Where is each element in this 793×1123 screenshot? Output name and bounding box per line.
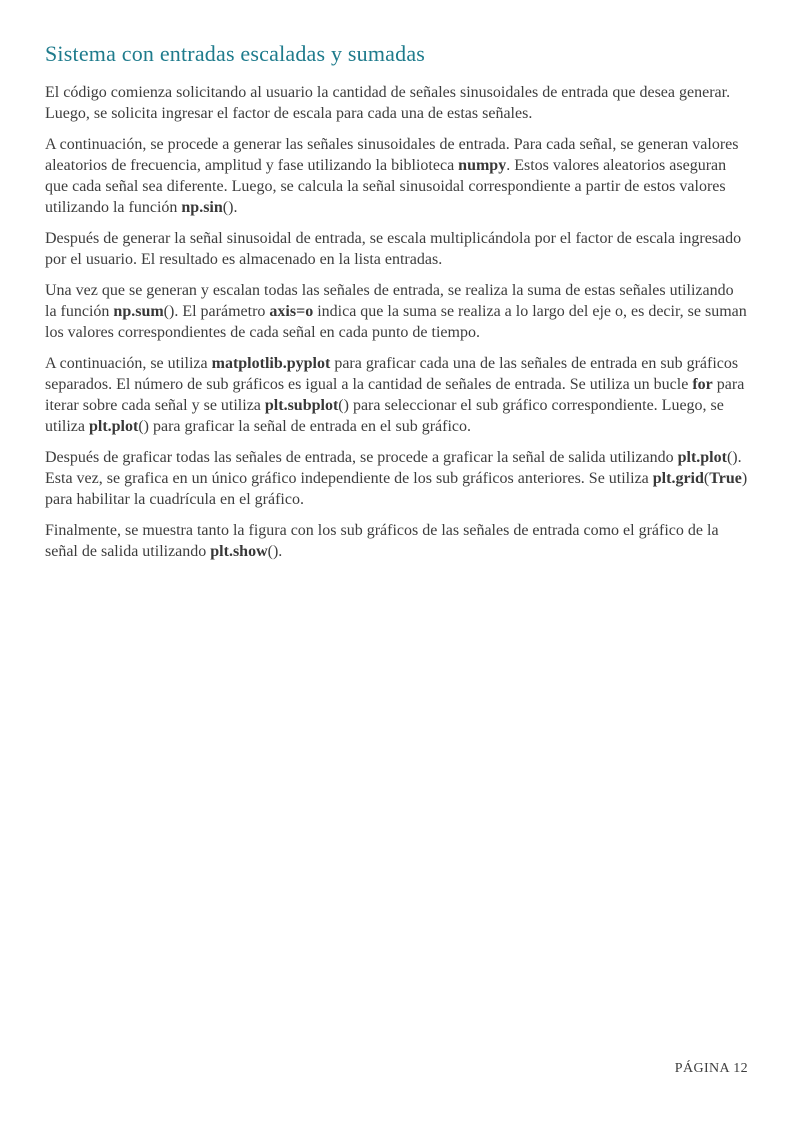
code-term: np.sum [113,303,164,320]
text-run: Finalmente, se muestra tanto la figura con los sub gráficos de las señales de entrada como el gráfico de la señal de salida utilizando [45,522,719,560]
text-run: A continuación, se utiliza [45,355,212,372]
code-term: plt.plot [88,418,139,435]
page-title: Sistema con entradas escaladas y sumadas [45,41,426,66]
code-term: matplotlib.pyplot [211,355,331,372]
code-term: for [692,376,713,393]
text-run: para iterar sobre cada señal y se utiliza [45,376,745,414]
code-term: True [709,470,742,487]
page-number-label: PÁGINA 12 [674,1061,748,1076]
code-term: plt.show [210,543,268,560]
text-run: (). [222,199,238,216]
text-run: (). El parámetro [163,303,270,320]
text-run: () para seleccionar el sub gráfico correspondiente. Luego, se utiliza [45,397,724,435]
text-run: (). [267,543,283,560]
text-run: Después de generar la señal sinusoidal de entrada, se escala multiplicándola por el factor de escala ingresado por el usuario. El resultado es almacenado en la lista entradas. [45,230,742,268]
paragraph [45,280,748,343]
code-term: plt.grid [652,470,704,487]
text-run: Después de graficar todas las señales de entrada, se procede a graficar la señal de salida utilizando [45,449,678,466]
code-term: axis=o [269,303,314,320]
code-term: np.sin [181,199,223,216]
code-term: numpy [458,157,507,174]
text-run: El código comienza solicitando al usuario la cantidad de señales sinusoidales de entrada que desea generar. Luego, se solicita ingresar el factor de escala para cada una de estas señales. [45,84,731,122]
body-paragraphs [45,82,748,562]
code-term: plt.subplot [264,397,339,414]
paragraph [45,520,748,562]
paragraph [45,82,748,124]
paragraph [45,228,748,270]
text-run: para graficar cada una de las señales de entrada en sub gráficos separados. El número de sub gráficos es igual a la cantidad de señales de entrada. Se utiliza un bucle [45,355,739,393]
paragraph [45,447,748,510]
text-run: Una vez que se generan y escalan todas las señales de entrada, se realiza la suma de estas señales utilizando la función [45,282,734,320]
text-run: A continuación, se procede a generar las señales sinusoidales de entrada. Para cada señal, se generan valores aleatorios de frecuencia, amplitud y fase utilizando la biblioteca [45,136,739,174]
code-term: plt.plot [677,449,727,466]
text-run: ) para habilitar la cuadrícula en el gráfico. [45,470,748,508]
text-run: () para graficar la señal de entrada en el sub gráfico. [138,418,472,435]
page-footer [675,1061,748,1077]
text-run: . Estos valores aleatorios aseguran que cada señal sea diferente. Luego, se calcula la señal sinusoidal correspondiente a partir de estos valores utilizando la función [45,157,727,216]
paragraph [45,134,748,218]
text-run: indica que la suma se realiza a lo largo del eje o, es decir, se suman los valores correspondientes de cada señal en cada punto de tiempo. [45,303,747,341]
text-run: ( [703,470,710,487]
paragraph [45,353,748,437]
text-run: (). Esta vez, se grafica en un único gráfico independiente de los sub gráficos anteriores. Se utiliza [45,449,742,487]
